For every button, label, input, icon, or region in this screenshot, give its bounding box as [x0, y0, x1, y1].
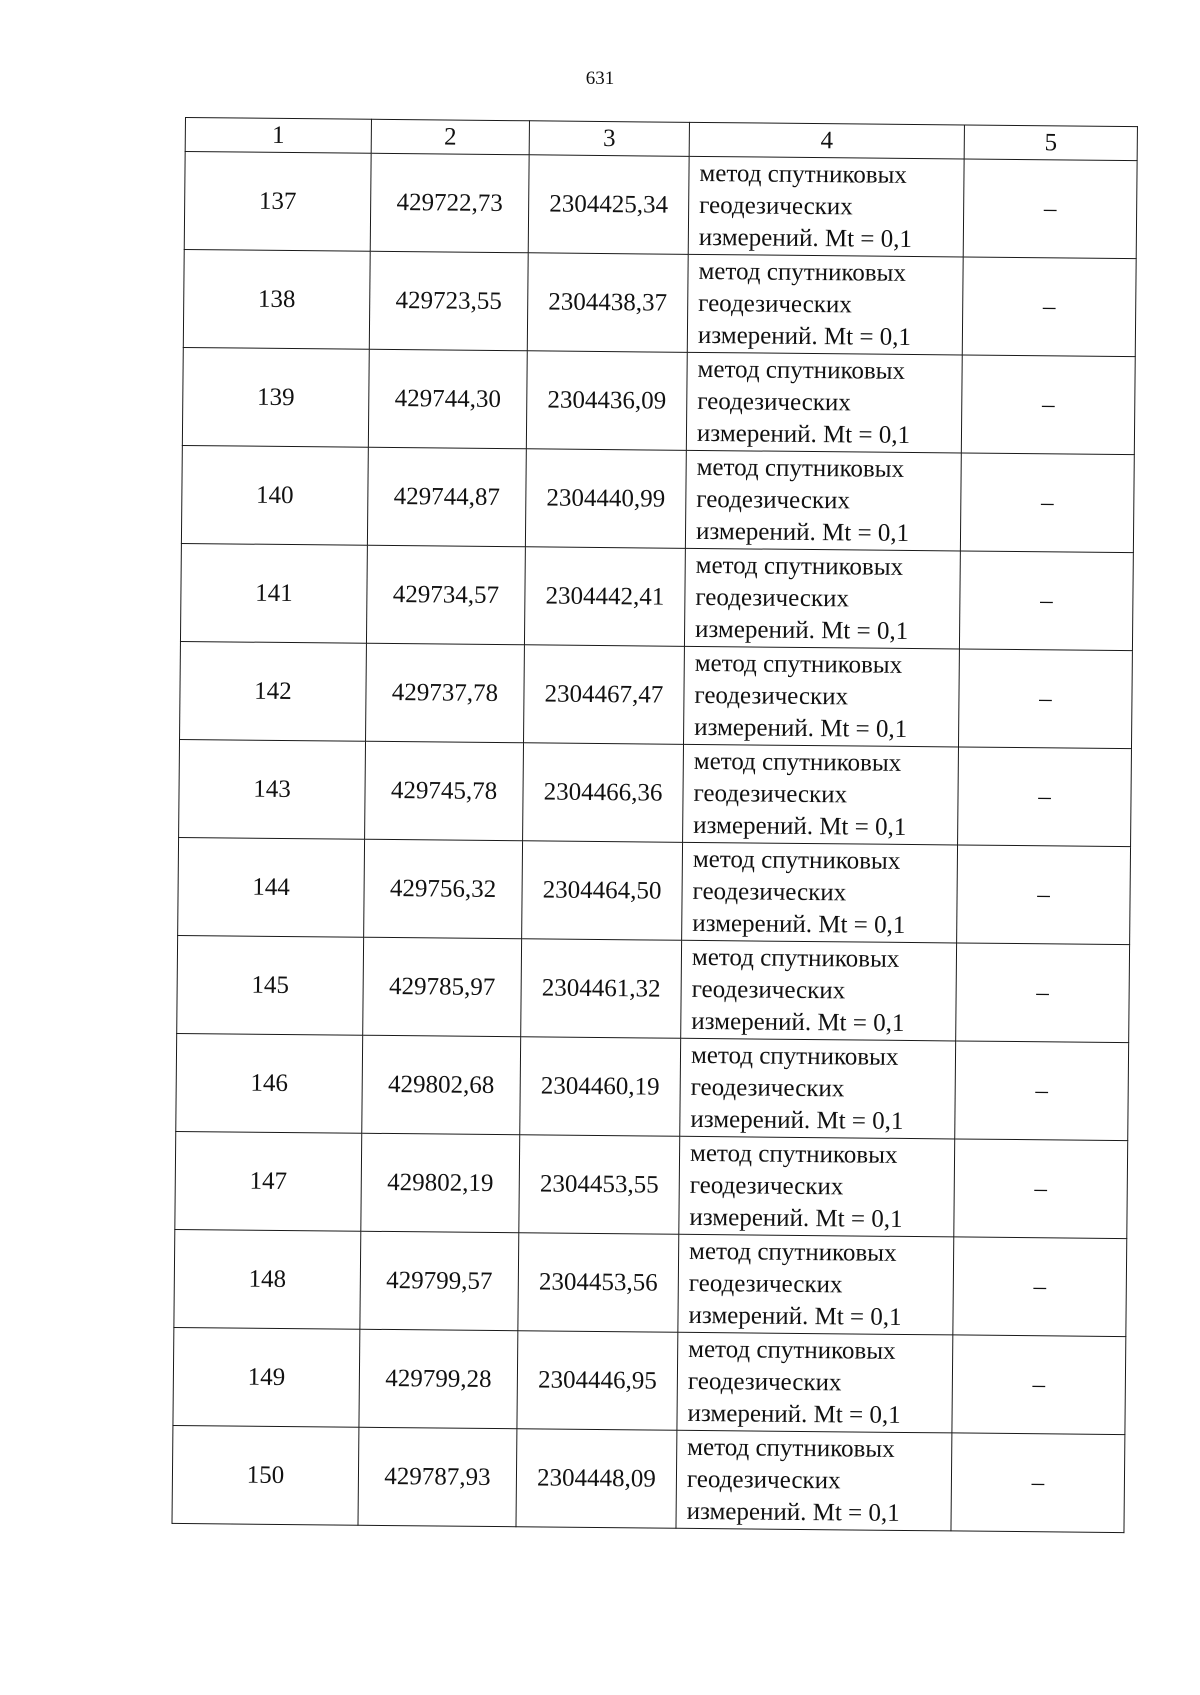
method-cell: [687, 254, 963, 355]
point-number-cell: 139: [182, 347, 369, 447]
x-coordinate-cell: 429802,19: [361, 1133, 520, 1233]
x-coordinate-cell: 429787,93: [358, 1427, 517, 1527]
y-coordinate-cell: 2304425,34: [528, 155, 689, 255]
method-text-line: измерений. Mt = 0,1: [691, 1007, 905, 1037]
point-number-cell: 143: [179, 739, 366, 839]
point-number-cell: 146: [176, 1033, 363, 1133]
method-text-line: геодезических: [690, 1073, 845, 1102]
method-text-line: метод спутниковых: [690, 1041, 899, 1071]
method-text-line: метод спутниковых: [689, 1237, 897, 1267]
header-col-3: 3: [529, 121, 689, 157]
method-text-line: метод спутниковых: [696, 453, 905, 483]
table-body: [172, 152, 1137, 1533]
coordinates-table-wrapper: [171, 117, 1136, 1533]
method-cell: [676, 1430, 952, 1531]
method-cell: [686, 352, 962, 453]
method-text-line: метод спутниковых: [689, 1139, 898, 1169]
table-row: [177, 935, 1130, 1042]
method-text-line: измерений. Mt = 0,1: [694, 615, 909, 645]
table-row: [180, 543, 1133, 650]
table-row: [174, 1229, 1127, 1336]
method-text-line: геодезических: [693, 779, 848, 808]
note-cell: –: [955, 1041, 1129, 1141]
table-row: [178, 837, 1131, 944]
method-cell: [688, 156, 964, 257]
method-cell: [681, 940, 957, 1041]
method-text-line: измерений. Mt = 0,1: [694, 713, 908, 743]
y-coordinate-cell: 2304467,47: [524, 645, 685, 745]
coordinates-table: [171, 117, 1137, 1533]
method-text-line: метод спутниковых: [692, 845, 901, 875]
note-cell: –: [963, 159, 1137, 259]
y-coordinate-cell: 2304453,56: [518, 1233, 679, 1333]
method-text-line: геодезических: [697, 387, 852, 416]
header-col-5: 5: [964, 125, 1137, 161]
y-coordinate-cell: 2304440,99: [525, 449, 686, 549]
point-number-cell: 149: [173, 1327, 360, 1427]
point-number-cell: 141: [180, 543, 367, 643]
note-cell: –: [952, 1335, 1126, 1435]
method-text-line: геодезических: [696, 485, 851, 514]
header-col-4: 4: [689, 122, 964, 159]
x-coordinate-cell: 429785,97: [363, 937, 522, 1037]
method-text-line: геодезических: [691, 975, 846, 1004]
note-cell: –: [953, 1237, 1127, 1337]
note-cell: –: [956, 943, 1130, 1043]
x-coordinate-cell: 429744,87: [367, 447, 526, 547]
method-text-line: метод спутниковых: [694, 649, 903, 679]
method-text-line: измерений. Mt = 0,1: [697, 321, 912, 351]
x-coordinate-cell: 429723,55: [369, 251, 528, 351]
y-coordinate-cell: 2304442,41: [524, 547, 685, 647]
method-text-line: геодезических: [694, 681, 849, 710]
note-cell: –: [957, 845, 1131, 945]
method-text-line: метод спутниковых: [697, 355, 906, 385]
point-number-cell: 138: [183, 249, 370, 349]
y-coordinate-cell: 2304466,36: [523, 743, 684, 843]
y-coordinate-cell: 2304461,32: [521, 939, 682, 1039]
method-text-line: метод спутниковых: [699, 159, 908, 189]
point-number-cell: 148: [174, 1229, 361, 1329]
x-coordinate-cell: 429734,57: [366, 545, 525, 645]
method-text-line: измерений. Mt = 0,1: [696, 419, 911, 449]
point-number-cell: 150: [172, 1425, 359, 1525]
method-cell: [683, 744, 959, 845]
header-col-2: 2: [371, 119, 529, 155]
point-number-cell: 142: [180, 641, 367, 741]
method-text-line: измерений. Mt = 0,1: [693, 811, 907, 841]
note-cell: –: [958, 649, 1132, 749]
x-coordinate-cell: 429737,78: [366, 643, 525, 743]
method-cell: [679, 1136, 955, 1237]
method-cell: [685, 450, 961, 551]
table-row: [182, 347, 1135, 454]
table-row: [173, 1327, 1126, 1434]
y-coordinate-cell: 2304460,19: [520, 1037, 681, 1137]
table-row: [184, 152, 1137, 259]
note-cell: –: [961, 355, 1135, 455]
method-text-line: геодезических: [699, 191, 853, 220]
method-text-line: метод спутниковых: [691, 943, 900, 973]
point-number-cell: 145: [177, 935, 364, 1035]
table-row: [181, 445, 1134, 552]
table-row: [179, 739, 1132, 846]
method-text-line: геодезических: [689, 1171, 844, 1200]
y-coordinate-cell: 2304453,55: [519, 1135, 680, 1235]
method-text-line: измерений. Mt = 0,1: [688, 1301, 902, 1331]
y-coordinate-cell: 2304438,37: [527, 253, 688, 353]
method-cell: [682, 842, 958, 943]
method-text-line: метод спутниковых: [688, 1335, 896, 1365]
note-cell: –: [951, 1433, 1125, 1533]
method-text-line: геодезических: [695, 583, 850, 612]
method-cell: [680, 1038, 956, 1139]
table-row: [176, 1033, 1129, 1140]
x-coordinate-cell: 429744,30: [368, 349, 527, 449]
method-text-line: геодезических: [687, 1367, 842, 1396]
y-coordinate-cell: 2304446,95: [517, 1331, 678, 1431]
method-text-line: метод спутниковых: [695, 551, 904, 581]
header-col-1: 1: [185, 118, 371, 154]
note-cell: –: [954, 1139, 1128, 1239]
method-text-line: метод спутниковых: [687, 1433, 895, 1463]
y-coordinate-cell: 2304464,50: [522, 841, 683, 941]
method-text-line: измерений. Mt = 0,1: [690, 1105, 904, 1135]
method-text-line: измерений. Mt = 0,1: [687, 1399, 901, 1429]
note-cell: –: [958, 747, 1132, 847]
method-text-line: измерений. Mt = 0,1: [695, 517, 910, 547]
table-row: [180, 641, 1133, 748]
method-cell: [677, 1332, 953, 1433]
point-number-cell: 137: [184, 152, 371, 252]
method-text-line: измерений. Mt = 0,1: [686, 1497, 900, 1527]
method-text-line: измерений. Mt = 0,1: [692, 909, 906, 939]
method-text-line: метод спутниковых: [698, 257, 907, 287]
note-cell: –: [962, 257, 1136, 357]
method-cell: [678, 1234, 954, 1335]
method-cell: [684, 548, 960, 649]
y-coordinate-cell: 2304436,09: [526, 351, 687, 451]
x-coordinate-cell: 429756,32: [364, 839, 523, 939]
method-text-line: геодезических: [698, 289, 852, 318]
method-text-line: метод спутниковых: [693, 747, 902, 777]
point-number-cell: 147: [175, 1131, 362, 1231]
x-coordinate-cell: 429802,68: [362, 1035, 521, 1135]
point-number-cell: 140: [181, 445, 368, 545]
x-coordinate-cell: 429722,73: [370, 153, 529, 253]
page-number: 631: [585, 68, 615, 89]
note-cell: –: [960, 453, 1134, 553]
x-coordinate-cell: 429799,57: [360, 1231, 519, 1331]
x-coordinate-cell: 429745,78: [365, 741, 524, 841]
y-coordinate-cell: 2304448,09: [516, 1429, 677, 1529]
method-text-line: геодезических: [692, 877, 847, 906]
note-cell: –: [959, 551, 1133, 651]
method-text-line: измерений. Mt = 0,1: [698, 223, 913, 253]
method-cell: [684, 646, 960, 747]
table-row: [183, 249, 1136, 356]
table-row: [172, 1425, 1125, 1532]
method-text-line: геодезических: [686, 1465, 841, 1494]
point-number-cell: 144: [178, 837, 365, 937]
method-text-line: геодезических: [688, 1269, 843, 1298]
method-text-line: измерений. Mt = 0,1: [689, 1203, 903, 1233]
x-coordinate-cell: 429799,28: [359, 1329, 518, 1429]
table-row: [175, 1131, 1128, 1238]
